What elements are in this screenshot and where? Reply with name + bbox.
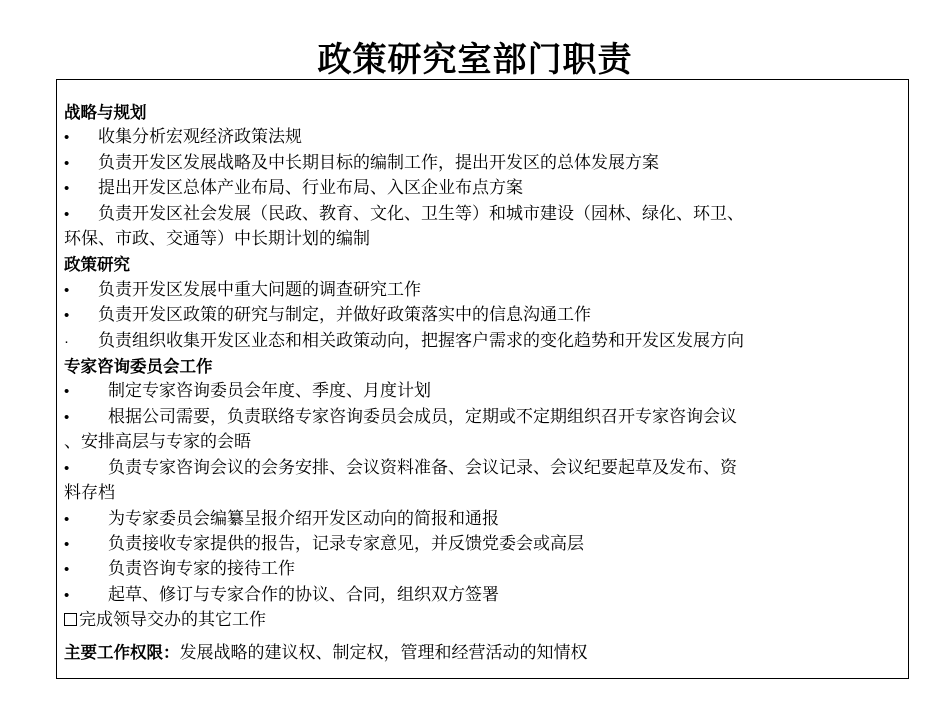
bullet-icon: • bbox=[64, 459, 70, 477]
bullet-icon: • bbox=[64, 307, 70, 325]
bullet-icon: • bbox=[64, 535, 70, 553]
bullet-icon: • bbox=[64, 561, 70, 579]
section-heading-experts: 专家咨询委员会工作 bbox=[64, 357, 213, 377]
authority-footer bbox=[64, 640, 902, 666]
list-item: • 起草、修订与专家合作的协议、合同，组织双方签署 bbox=[64, 583, 902, 608]
bullet-icon: • bbox=[64, 408, 70, 426]
list-item-other: 完成领导交办的其它工作 bbox=[64, 608, 902, 633]
responsibilities-content bbox=[64, 100, 902, 666]
list-item: · 负责组织收集开发区业态和相关政策动向，把握客户需求的变化趋势和开发区发展方向 bbox=[64, 329, 902, 354]
bullet-icon: • bbox=[64, 205, 70, 223]
list-item: • 负责开发区发展战略及中长期目标的编制工作，提出开发区的总体发展方案 bbox=[64, 151, 902, 176]
list-item: • 制定专家咨询委员会年度、季度、月度计划 bbox=[64, 379, 902, 404]
list-item: • 负责开发区政策的研究与制定，并做好政策落实中的信息沟通工作 bbox=[64, 303, 902, 328]
section-heading-strategy: 战略与规划 bbox=[64, 103, 147, 122]
checkbox-icon bbox=[64, 613, 77, 626]
list-item: • 负责开发区发展中重大问题的调查研究工作 bbox=[64, 278, 902, 303]
bullet-icon: • bbox=[64, 154, 70, 172]
bullet-icon: • bbox=[64, 383, 70, 401]
section-heading-policy: 政策研究 bbox=[64, 255, 130, 275]
list-item: • 根据公司需要，负责联络专家咨询委员会成员，定期或不定期组织召开专家咨询会议 bbox=[64, 405, 902, 430]
authority-text: 发展战略的建议权、制定权，管理和经营活动的知情权 bbox=[179, 642, 588, 663]
bullet-icon: • bbox=[64, 510, 70, 528]
bullet-icon: • bbox=[64, 586, 70, 604]
list-item-continuation: 、安排高层与专家的会晤 bbox=[64, 432, 251, 453]
list-item: • 收集分析宏观经济政策法规 bbox=[64, 125, 902, 150]
list-item: • 为专家委员会编纂呈报介绍开发区动向的简报和通报 bbox=[64, 507, 902, 532]
list-item: • 负责开发区社会发展（民政、教育、文化、卫生等）和城市建设（园林、绿化、环卫、 bbox=[64, 202, 902, 227]
authority-label: 主要工作权限： bbox=[64, 642, 180, 662]
list-item-continuation: 料存档 bbox=[64, 483, 115, 504]
bullet-icon: · bbox=[64, 332, 69, 350]
list-item: • 负责接收专家提供的报告，记录专家意见，并反馈党委会或高层 bbox=[64, 532, 902, 557]
bullet-icon: • bbox=[64, 129, 70, 147]
page-title: 政策研究室部门职责 bbox=[317, 40, 633, 80]
list-item: • 提出开发区总体产业布局、行业布局、入区企业布点方案 bbox=[64, 176, 902, 201]
bullet-icon: • bbox=[64, 281, 70, 299]
list-item: • 负责咨询专家的接待工作 bbox=[64, 557, 902, 582]
list-item-continuation: 环保、市政、交通等）中长期计划的编制 bbox=[64, 229, 370, 250]
bullet-icon: • bbox=[64, 180, 70, 198]
list-item: • 负责专家咨询会议的会务安排、会议资料准备、会议记录、会议纪要起草及发布、资 bbox=[64, 456, 902, 481]
